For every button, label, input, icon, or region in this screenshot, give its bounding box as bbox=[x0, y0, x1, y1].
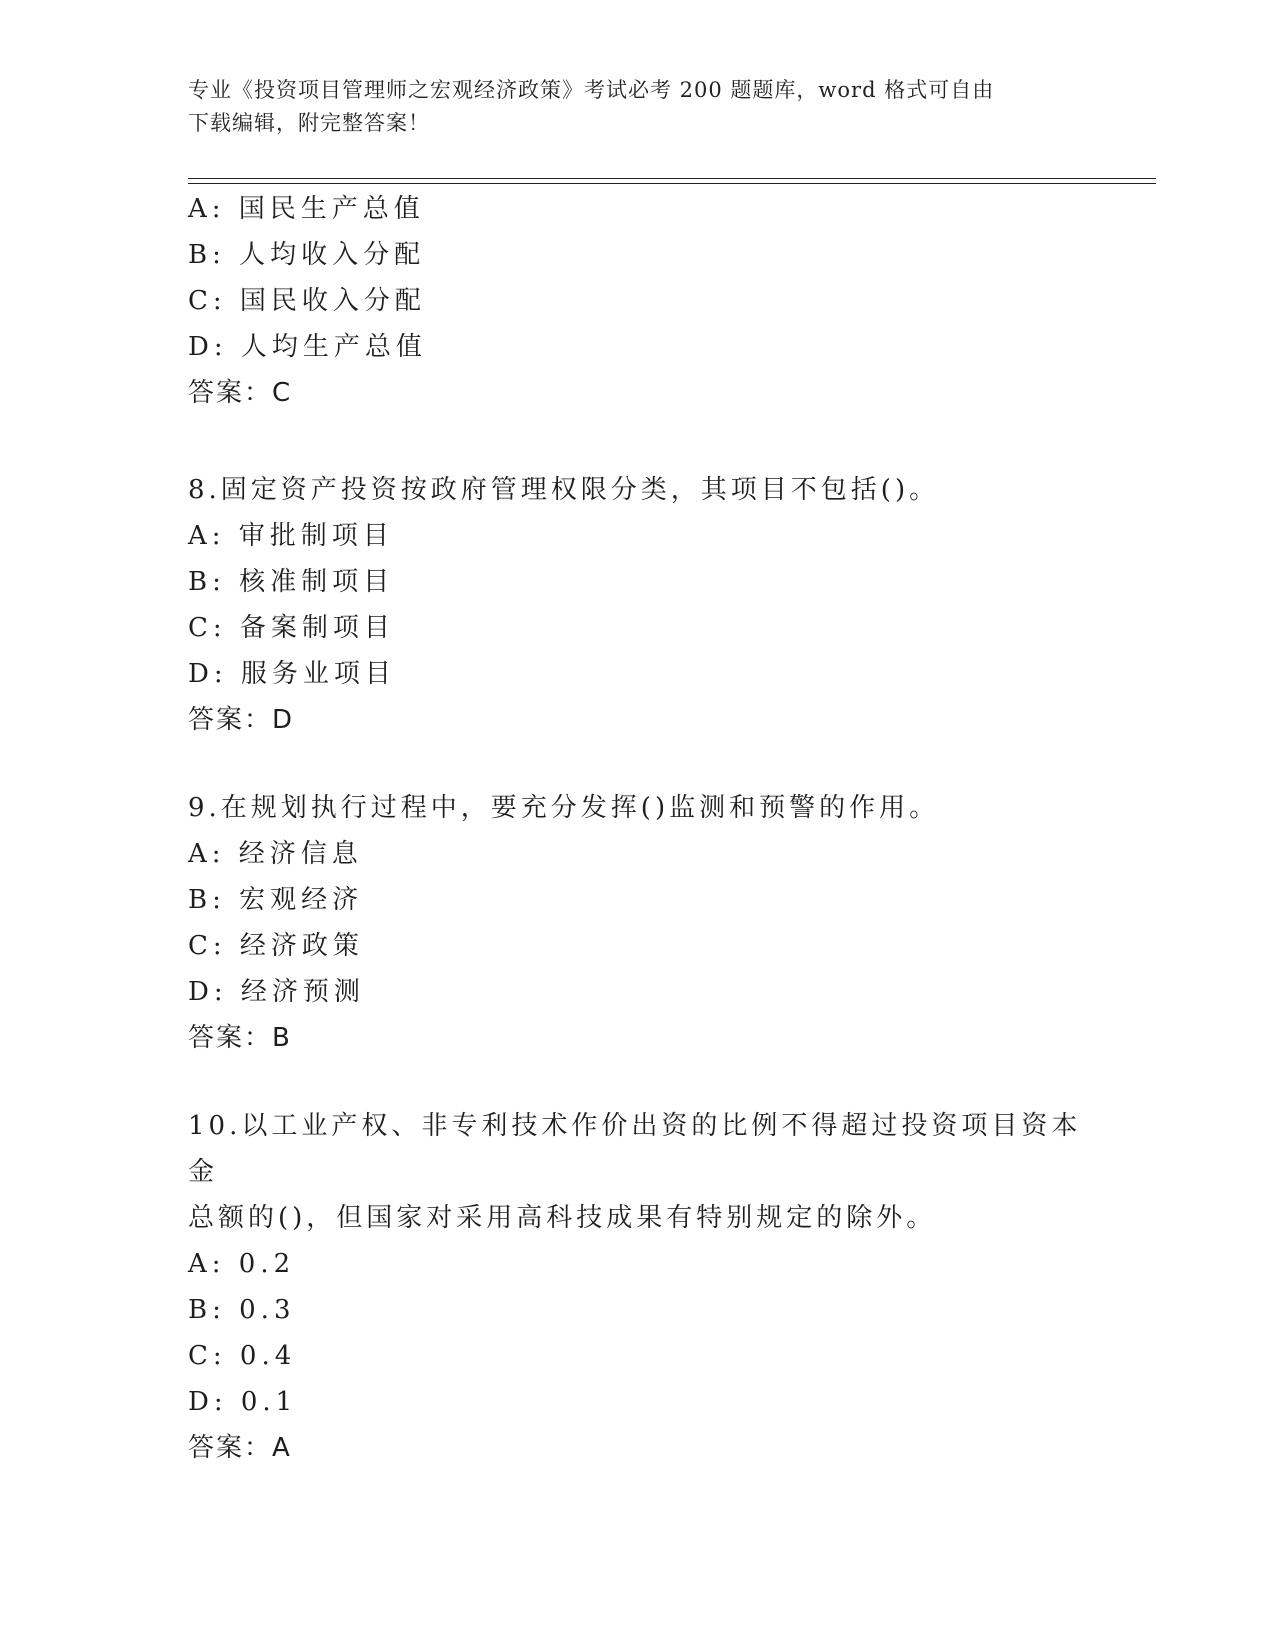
question-text: 9.在规划执行过程中，要充分发挥()监测和预警的作用。 bbox=[188, 793, 940, 823]
option-a: A: 0.2 bbox=[188, 1249, 296, 1279]
option-c: C: 0.4 bbox=[188, 1341, 297, 1371]
option-d: D: 服务业项目 bbox=[188, 659, 396, 689]
answer: 答案：C bbox=[188, 378, 293, 408]
option-b: B: 宏观经济 bbox=[188, 885, 364, 915]
header-rule-top bbox=[188, 178, 1156, 179]
document-header bbox=[188, 74, 1078, 140]
header-line-2: 下载编辑，附完整答案！ bbox=[188, 111, 430, 135]
option-a: A: 审批制项目 bbox=[188, 521, 394, 551]
option-d: D: 经济预测 bbox=[188, 977, 365, 1007]
option-d: D: 人均生产总值 bbox=[188, 332, 427, 362]
option-b: B: 核准制项目 bbox=[188, 567, 395, 597]
question-text: 8.固定资产投资按政府管理权限分类，其项目不包括()。 bbox=[188, 475, 940, 505]
option-c: C: 备案制项目 bbox=[188, 613, 395, 643]
header-line-1: 专业《投资项目管理师之宏观经济政策》考试必考 200 题题库，word 格式可自由 bbox=[188, 78, 995, 102]
option-d: D: 0.1 bbox=[188, 1387, 298, 1417]
option-b: B: 人均收入分配 bbox=[188, 240, 426, 270]
option-b: B: 0.3 bbox=[188, 1295, 296, 1325]
option-a: A: 经济信息 bbox=[188, 839, 363, 869]
question-text-line-2: 总额的()，但国家对采用高科技成果有特别规定的除外。 bbox=[188, 1203, 937, 1233]
question-10-block bbox=[188, 1103, 1088, 1471]
option-c: C: 经济政策 bbox=[188, 931, 364, 961]
header-rule-bottom bbox=[188, 183, 1156, 184]
option-a: A: 国民生产总值 bbox=[188, 194, 425, 224]
answer: 答案：D bbox=[188, 705, 295, 735]
question-9-block bbox=[188, 785, 1088, 1061]
question-8-block bbox=[188, 467, 1088, 743]
question-text-line-1: 10.以工业产权、非专利技术作价出资的比例不得超过投资项目资本金 bbox=[188, 1111, 1082, 1187]
option-c: C: 国民收入分配 bbox=[188, 286, 426, 316]
answer: 答案：A bbox=[188, 1433, 292, 1463]
answer: 答案：B bbox=[188, 1023, 292, 1053]
question-7-block bbox=[188, 186, 1088, 416]
